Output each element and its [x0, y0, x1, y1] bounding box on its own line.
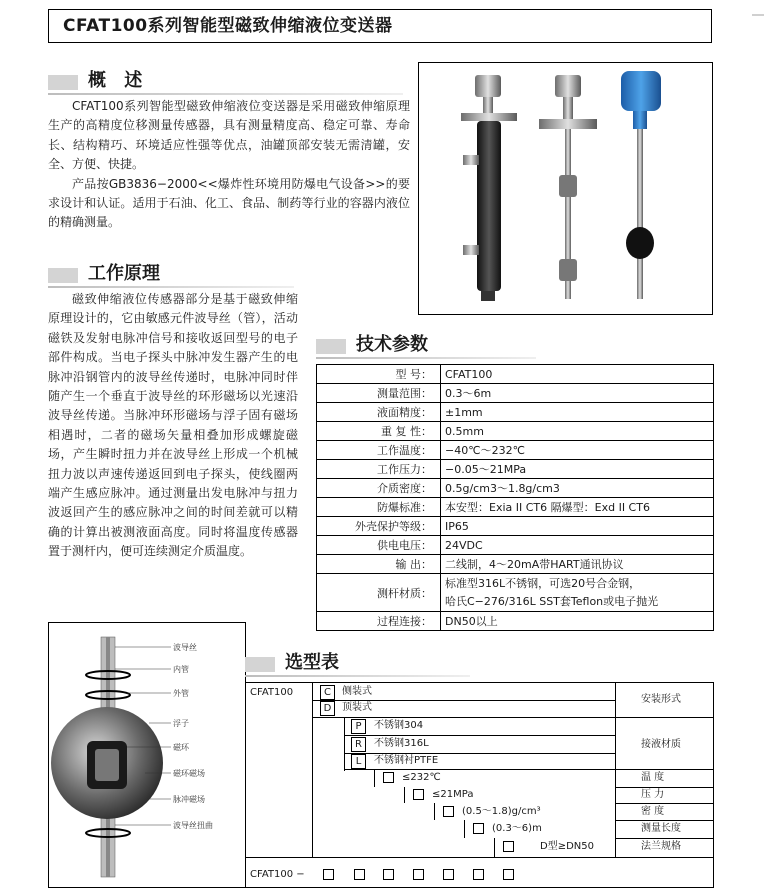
- overview-paragraph-2: 产品按GB3836−2000<<爆炸性环境用防爆电气设备>>的要求设计和认证。适用于石油、化工、食品、制药等行业的容器内液位的精确测量。: [48, 176, 410, 230]
- overview-heading-text: 概 述: [88, 70, 149, 91]
- overview-text: [48, 97, 410, 233]
- model-code: CFAT100: [250, 687, 294, 698]
- principle-diagram: [48, 622, 246, 888]
- spec-key: 介质密度：: [317, 479, 441, 498]
- spec-value-line: 哈氏C−276/316L SST套Teflon或电子抛光: [445, 594, 659, 608]
- spec-key: 过程连接：: [317, 612, 441, 631]
- diagram-label: 磁环: [173, 743, 189, 752]
- material-label-r: 不锈钢316L: [374, 738, 429, 749]
- divider: [374, 769, 375, 787]
- spec-key: 外壳保护等级：: [317, 517, 441, 536]
- specs-table: [316, 364, 714, 631]
- selection-table: [245, 682, 714, 888]
- heading-underline: [245, 675, 470, 677]
- spec-value: 二线制，4～20mA带HART通讯协议: [441, 555, 714, 574]
- code-prefix: CFAT100 −: [250, 869, 305, 880]
- pressure-title: 压 力: [641, 789, 665, 800]
- divider: [464, 820, 465, 838]
- temp-checkbox[interactable]: [383, 772, 394, 783]
- divider: [246, 857, 713, 858]
- page-title: CFAT100系列智能型磁致伸缩液位变送器: [48, 9, 712, 43]
- heading-underline: [48, 286, 294, 288]
- top-mount-transmitter: [539, 75, 597, 299]
- mount-label-d: 顶装式: [342, 702, 372, 713]
- heading-bar: [316, 339, 346, 354]
- density-title: 密 度: [641, 806, 665, 817]
- diagram-label: 外管: [173, 689, 189, 698]
- heading-bar: [48, 268, 78, 283]
- diagram-label: 波导丝: [173, 643, 197, 652]
- density-checkbox[interactable]: [443, 806, 454, 817]
- spec-key: 防爆标准：: [317, 498, 441, 517]
- spec-value: [441, 574, 714, 612]
- selection-heading-text: 选型表: [285, 652, 339, 673]
- spec-row: [317, 403, 714, 422]
- divider: [344, 769, 615, 770]
- spec-row: [317, 365, 714, 384]
- heading-underline: [48, 93, 403, 95]
- pressure-checkbox[interactable]: [413, 789, 424, 800]
- spec-row: [317, 536, 714, 555]
- spec-row: [317, 384, 714, 403]
- heading-underline: [316, 357, 536, 359]
- spec-key: 型 号：: [317, 365, 441, 384]
- mount-title: 安装形式: [641, 694, 681, 705]
- divider: [494, 838, 495, 857]
- spec-row: [317, 517, 714, 536]
- spec-row: [317, 422, 714, 441]
- overview-paragraph-1: CFAT100系列智能型磁致伸缩液位变送器是采用磁致伸缩原理生产的高精度位移测量传感器，具有测量精度高、稳定可靠、寿命长、结构精巧、环境适应性强等优点，油罐顶部安装无需清罐，安全、方便、快捷。: [48, 99, 410, 172]
- material-code-r: R: [351, 737, 366, 752]
- principle-paragraph: 磁致伸缩液位传感器部分是基于磁致伸缩原理设计的，它由敏感元件波导丝（管），活动磁铁及发射电脉冲信号和接收返回型号的电子部件构成。当电子探头中脉冲发生器产生的电脉冲沿钢管内的波导丝传递时，电脉冲同时伴随产生一个垂直于波导丝的环形磁场以光速沿波导丝传递。当脉冲环形磁场与浮子固有磁场相遇时，二者的磁场矢量相叠加形成螺旋磁场，产生瞬时扭力并在波导丝上形成一个机械扭力波以声速传递返回到电子探头，使线圈两端产生感应脉冲。通过测量出发电脉冲与扭力波返回产生的感应脉冲之间的时间差就可以精确的计算出被测液面高度。同时将温度传感器置于测杆内，便可连续测定介质温度。: [48, 292, 298, 559]
- principle-text: [48, 290, 298, 562]
- divider: [615, 717, 713, 718]
- selection-heading: [245, 648, 470, 674]
- diagram-label: 脉冲磁场: [173, 795, 205, 804]
- material-title: 接液材质: [641, 739, 681, 750]
- material-code-l: L: [351, 754, 366, 769]
- flange-title: 法兰规格: [641, 841, 681, 852]
- divider: [344, 717, 345, 771]
- spec-value: −40℃～232℃: [441, 441, 714, 460]
- spec-row: [317, 574, 714, 612]
- code-slot-mount[interactable]: [323, 869, 334, 880]
- overview-heading: [48, 66, 403, 92]
- spec-key: 液面精度：: [317, 403, 441, 422]
- temp-value: ≤232℃: [402, 772, 441, 783]
- specs-heading-text: 技术参数: [356, 334, 428, 355]
- divider: [404, 787, 405, 803]
- code-slot-pressure[interactable]: [413, 869, 424, 880]
- spec-value-line: 标准型316L不锈钢，可选20号合金钢，: [445, 576, 641, 590]
- spec-value: ±1mm: [441, 403, 714, 422]
- spec-key: 工作压力：: [317, 460, 441, 479]
- spec-key: 供电电压：: [317, 536, 441, 555]
- length-value: (0.3～6)m: [492, 823, 542, 834]
- sensor-cross-section: [49, 623, 245, 887]
- specs-heading: [316, 330, 536, 356]
- principle-heading: [48, 259, 294, 285]
- side-mount-transmitter: [461, 75, 517, 301]
- length-title: 测量长度: [641, 823, 681, 834]
- material-label-l: 不锈钢衬PTFE: [374, 755, 439, 766]
- diagram-label: 波导丝扭曲: [173, 821, 213, 830]
- spec-row: [317, 555, 714, 574]
- mount-code-d: D: [320, 701, 335, 716]
- spec-key: 输 出：: [317, 555, 441, 574]
- spec-key: 测量范围：: [317, 384, 441, 403]
- code-slot-temp[interactable]: [383, 869, 394, 880]
- diagram-label: 浮子: [173, 719, 189, 728]
- spec-value: 0.5mm: [441, 422, 714, 441]
- divider: [312, 717, 615, 718]
- divider: [312, 683, 313, 857]
- pressure-value: ≤21MPa: [432, 789, 474, 800]
- transmitters-illustration: [419, 63, 712, 314]
- spec-value: 本安型：Exia II CT6 隔爆型：Exd II CT6: [441, 498, 714, 517]
- density-value: (0.5～1.8)g/cm³: [462, 806, 541, 817]
- code-slot-flange[interactable]: [503, 869, 514, 880]
- spec-row: [317, 441, 714, 460]
- material-code-p: P: [351, 719, 366, 734]
- code-slot-length[interactable]: [473, 869, 484, 880]
- spec-value: IP65: [441, 517, 714, 536]
- spec-value: 0.5g/cm3～1.8g/cm3: [441, 479, 714, 498]
- diagram-label: 内管: [173, 665, 189, 674]
- spec-key: 工作温度：: [317, 441, 441, 460]
- spec-value: −0.05～21MPa: [441, 460, 714, 479]
- spec-row: [317, 479, 714, 498]
- code-slot-material[interactable]: [354, 869, 365, 880]
- spec-key: 测杆材质：: [317, 574, 441, 612]
- spec-row: [317, 460, 714, 479]
- heading-bar: [48, 75, 78, 90]
- divider: [615, 683, 616, 857]
- temp-title: 温 度: [641, 772, 665, 783]
- length-checkbox[interactable]: [473, 823, 484, 834]
- divider: [434, 803, 435, 820]
- code-slot-density[interactable]: [443, 869, 454, 880]
- flange-value: D型≥DN50: [540, 841, 594, 852]
- spec-value: CFAT100: [441, 365, 714, 384]
- spec-value: DN50以上: [441, 612, 714, 631]
- corner-mark: [752, 14, 764, 16]
- spec-row: [317, 498, 714, 517]
- spec-value: 24VDC: [441, 536, 714, 555]
- mount-code-c: C: [320, 685, 335, 700]
- heading-bar: [245, 657, 275, 672]
- mount-label-c: 侧装式: [342, 686, 372, 697]
- product-photo: [418, 62, 713, 315]
- principle-heading-text: 工作原理: [88, 263, 160, 284]
- material-label-p: 不锈钢304: [374, 720, 424, 731]
- explosion-proof-transmitter: [621, 71, 661, 299]
- spec-value: 0.3～6m: [441, 384, 714, 403]
- spec-row: [317, 612, 714, 631]
- diagram-label: 磁环磁场: [173, 769, 205, 778]
- flange-checkbox[interactable]: [503, 841, 514, 852]
- spec-key: 重 复 性：: [317, 422, 441, 441]
